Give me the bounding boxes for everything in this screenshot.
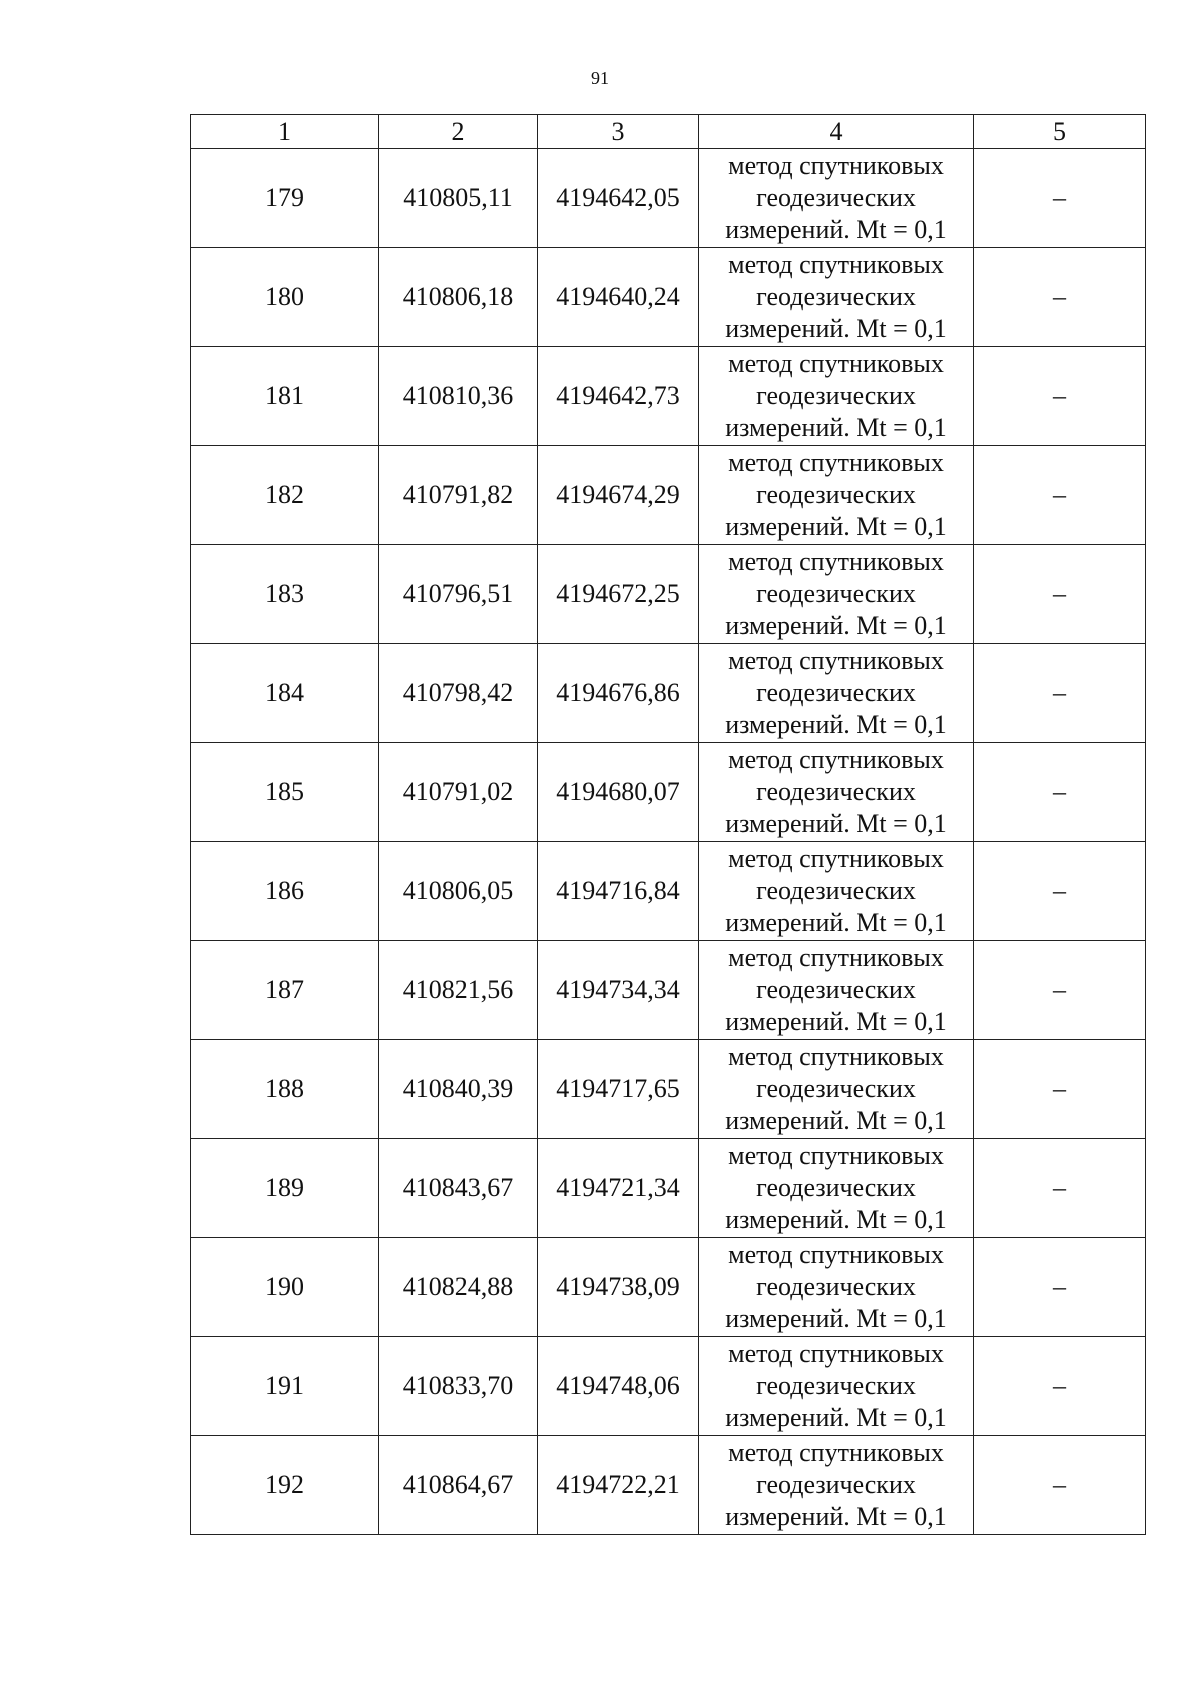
method-line: измерений. Mt = 0,1 [725,314,947,343]
method-line: геодезических [756,1470,916,1499]
y-coordinate-cell: 4194680,07 [538,743,699,842]
table-row [191,1436,1146,1535]
method-cell [699,1040,974,1139]
x-coordinate-cell: 410798,42 [379,644,538,743]
point-number-cell: 188 [191,1040,379,1139]
x-coordinate-cell: 410805,11 [379,149,538,248]
method-cell [699,1238,974,1337]
table-body [191,149,1146,1535]
method-line: метод спутниковых [728,1141,944,1170]
method-cell [699,545,974,644]
point-number-cell: 185 [191,743,379,842]
method-line: измерений. Mt = 0,1 [725,1403,947,1432]
method-line: геодезических [756,777,916,806]
table-row [191,743,1146,842]
method-cell [699,149,974,248]
point-number-cell: 184 [191,644,379,743]
method-line: метод спутниковых [728,1240,944,1269]
y-coordinate-cell: 4194674,29 [538,446,699,545]
method-line: измерений. Mt = 0,1 [725,710,947,739]
method-line: геодезических [756,1173,916,1202]
header-col-2: 2 [379,115,538,149]
point-number-cell: 179 [191,149,379,248]
table-row [191,644,1146,743]
method-cell [699,248,974,347]
page-number: 91 [591,68,609,88]
table-row [191,1139,1146,1238]
x-coordinate-cell: 410810,36 [379,347,538,446]
method-line: измерений. Mt = 0,1 [725,611,947,640]
table-header [191,115,1146,149]
x-coordinate-cell: 410864,67 [379,1436,538,1535]
note-cell: – [974,149,1146,248]
note-cell: – [974,743,1146,842]
y-coordinate-cell: 4194672,25 [538,545,699,644]
point-number-cell: 180 [191,248,379,347]
x-coordinate-cell: 410824,88 [379,1238,538,1337]
method-line: геодезических [756,1371,916,1400]
method-cell [699,347,974,446]
point-number-cell: 191 [191,1337,379,1436]
point-number-cell: 183 [191,545,379,644]
method-line: измерений. Mt = 0,1 [725,1205,947,1234]
point-number-cell: 182 [191,446,379,545]
x-coordinate-cell: 410821,56 [379,941,538,1040]
method-line: измерений. Mt = 0,1 [725,1106,947,1135]
method-line: метод спутниковых [728,844,944,873]
method-cell [699,446,974,545]
header-col-1: 1 [191,115,379,149]
x-coordinate-cell: 410796,51 [379,545,538,644]
point-number-cell: 181 [191,347,379,446]
method-line: метод спутниковых [728,349,944,378]
method-line: метод спутниковых [728,1042,944,1071]
y-coordinate-cell: 4194716,84 [538,842,699,941]
method-line: геодезических [756,1074,916,1103]
method-cell [699,941,974,1040]
table-row [191,248,1146,347]
method-line: метод спутниковых [728,448,944,477]
method-line: метод спутниковых [728,943,944,972]
method-line: измерений. Mt = 0,1 [725,908,947,937]
x-coordinate-cell: 410791,82 [379,446,538,545]
note-cell: – [974,248,1146,347]
y-coordinate-cell: 4194748,06 [538,1337,699,1436]
y-coordinate-cell: 4194738,09 [538,1238,699,1337]
method-line: геодезических [756,381,916,410]
table-row [191,941,1146,1040]
table-row [191,1040,1146,1139]
method-line: измерений. Mt = 0,1 [725,1304,947,1333]
point-number-cell: 189 [191,1139,379,1238]
method-line: геодезических [756,975,916,1004]
method-line: метод спутниковых [728,547,944,576]
table-row [191,1238,1146,1337]
method-line: измерений. Mt = 0,1 [725,512,947,541]
header-col-5: 5 [974,115,1146,149]
point-number-cell: 192 [191,1436,379,1535]
table-row [191,1337,1146,1436]
method-line: геодезических [756,876,916,905]
coordinates-table [190,114,1146,1535]
y-coordinate-cell: 4194717,65 [538,1040,699,1139]
table-row [191,347,1146,446]
method-line: геодезических [756,1272,916,1301]
method-line: метод спутниковых [728,1438,944,1467]
method-line: геодезических [756,579,916,608]
method-cell [699,842,974,941]
method-line: измерений. Mt = 0,1 [725,215,947,244]
note-cell: – [974,1436,1146,1535]
y-coordinate-cell: 4194676,86 [538,644,699,743]
note-cell: – [974,1238,1146,1337]
method-line: измерений. Mt = 0,1 [725,1502,947,1531]
x-coordinate-cell: 410791,02 [379,743,538,842]
method-cell [699,743,974,842]
method-cell [699,1139,974,1238]
note-cell: – [974,1040,1146,1139]
method-cell [699,1337,974,1436]
y-coordinate-cell: 4194640,24 [538,248,699,347]
note-cell: – [974,842,1146,941]
method-line: измерений. Mt = 0,1 [725,809,947,838]
y-coordinate-cell: 4194721,34 [538,1139,699,1238]
note-cell: – [974,1139,1146,1238]
note-cell: – [974,545,1146,644]
y-coordinate-cell: 4194642,05 [538,149,699,248]
method-line: измерений. Mt = 0,1 [725,413,947,442]
table-row [191,149,1146,248]
point-number-cell: 186 [191,842,379,941]
method-line: геодезических [756,282,916,311]
method-line: метод спутниковых [728,151,944,180]
note-cell: – [974,941,1146,1040]
method-cell [699,1436,974,1535]
y-coordinate-cell: 4194642,73 [538,347,699,446]
y-coordinate-cell: 4194734,34 [538,941,699,1040]
x-coordinate-cell: 410806,18 [379,248,538,347]
method-line: метод спутниковых [728,646,944,675]
method-line: метод спутниковых [728,1339,944,1368]
method-line: геодезических [756,480,916,509]
note-cell: – [974,644,1146,743]
method-line: метод спутниковых [728,745,944,774]
method-line: метод спутниковых [728,250,944,279]
header-row [191,115,1146,149]
header-col-4: 4 [699,115,974,149]
note-cell: – [974,347,1146,446]
table-row [191,446,1146,545]
x-coordinate-cell: 410833,70 [379,1337,538,1436]
point-number-cell: 187 [191,941,379,1040]
method-line: геодезических [756,678,916,707]
method-line: геодезических [756,183,916,212]
x-coordinate-cell: 410806,05 [379,842,538,941]
note-cell: – [974,446,1146,545]
table-row [191,842,1146,941]
method-cell [699,644,974,743]
header-col-3: 3 [538,115,699,149]
x-coordinate-cell: 410840,39 [379,1040,538,1139]
x-coordinate-cell: 410843,67 [379,1139,538,1238]
table-row [191,545,1146,644]
method-line: измерений. Mt = 0,1 [725,1007,947,1036]
point-number-cell: 190 [191,1238,379,1337]
note-cell: – [974,1337,1146,1436]
y-coordinate-cell: 4194722,21 [538,1436,699,1535]
